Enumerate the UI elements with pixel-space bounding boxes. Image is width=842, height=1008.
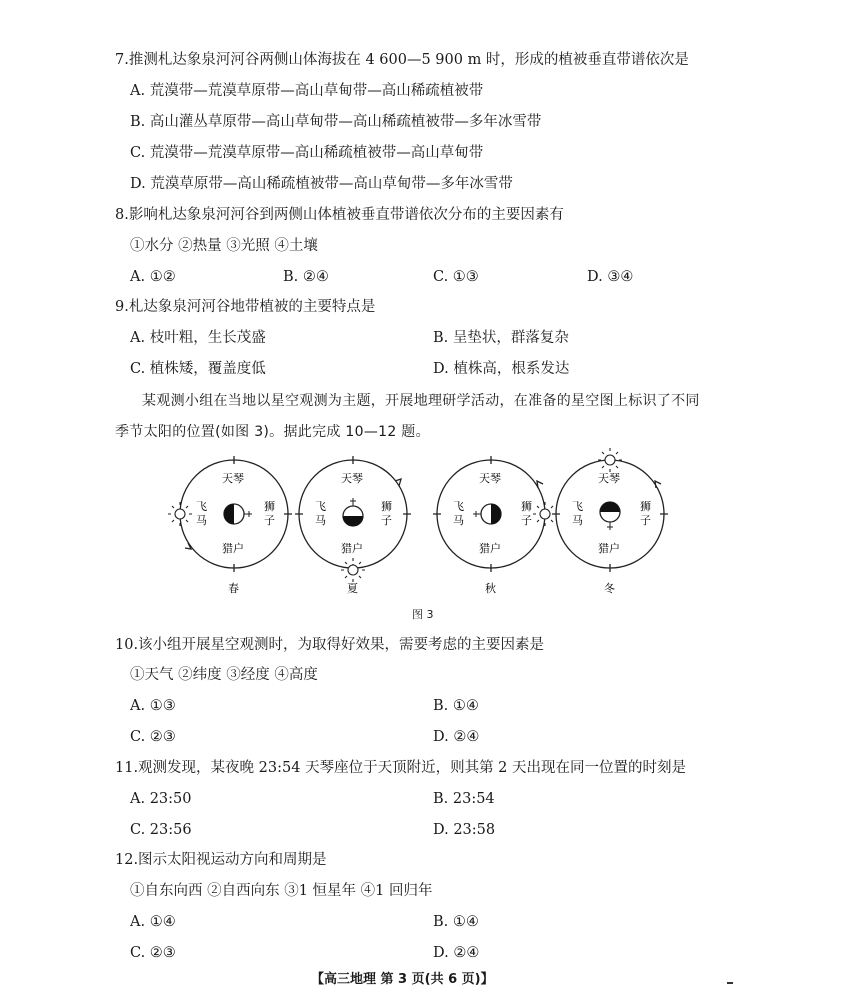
spring-earth-icon xyxy=(224,504,252,524)
intro-line-1: 某观测小组在当地以星空观测为主题，开展地理研学活动，在准备的星空图上标识了不同 xyxy=(142,393,700,409)
season-autumn-label: 秋 xyxy=(485,582,496,595)
intro-line-2: 季节太阳的位置(如图 3)。据此完成 10—12 题。 xyxy=(115,424,430,440)
q10-option-b: B. ①④ xyxy=(433,698,479,714)
lyra-label: 天琴 xyxy=(341,472,363,485)
pegasus-label-2: 马 xyxy=(315,514,326,527)
q10-option-a: A. ①③ xyxy=(130,698,176,714)
figure-3 xyxy=(168,448,688,608)
leo-label-1: 狮 xyxy=(381,500,392,513)
q9-stem: 9.札达象泉河河谷地带植被的主要特点是 xyxy=(115,299,376,315)
summer-earth-icon xyxy=(343,498,363,526)
orion-label: 猎户 xyxy=(341,542,363,555)
q8-stem: 8.影响札达象泉河河谷到两侧山体植被垂直带谱依次分布的主要因素有 xyxy=(115,207,564,223)
leo-label-2: 子 xyxy=(381,514,392,527)
q12-option-d: D. ②④ xyxy=(433,945,480,961)
q8-option-b: B. ②④ xyxy=(283,269,329,285)
pegasus-label-1: 飞 xyxy=(196,500,207,513)
season-spring-label: 春 xyxy=(228,582,239,595)
q10-stem: 10.该小组开展星空观测时，为取得好效果，需要考虑的主要因素是 xyxy=(115,637,545,653)
q7-stem: 7.推测札达象泉河河谷两侧山体海拔在 4 600—5 900 m 时，形成的植被垂直带谱依次是 xyxy=(115,52,689,68)
q7-option-b: B. 高山灌丛草原带—高山草甸带—高山稀疏植被带—多年冰雪带 xyxy=(130,114,542,130)
q10-option-d: D. ②④ xyxy=(433,729,480,745)
q10-factors: ①天气 ②纬度 ③经度 ④高度 xyxy=(130,667,318,683)
leo-label-2: 子 xyxy=(640,514,651,527)
q7-option-a: A. 荒漠带—荒漠草原带—高山草甸带—高山稀疏植被带 xyxy=(130,83,484,99)
leo-label-2: 子 xyxy=(521,514,532,527)
q8-option-a: A. ①② xyxy=(130,269,176,285)
q10-option-c: C. ②③ xyxy=(130,729,176,745)
star-map-diagram xyxy=(168,448,688,608)
corner-mark xyxy=(727,982,733,984)
q12-factors: ①自东向西 ②自西向东 ③1 恒星年 ④1 回归年 xyxy=(130,883,433,899)
pegasus-label-2: 马 xyxy=(196,514,207,527)
autumn-earth-icon xyxy=(473,504,501,524)
season-winter-label: 冬 xyxy=(604,582,615,595)
leo-label-1: 狮 xyxy=(640,500,651,513)
q9-option-b: B. 呈垫状，群落复杂 xyxy=(433,330,569,346)
q8-factors: ①水分 ②热量 ③光照 ④土壤 xyxy=(130,238,318,254)
q12-stem: 12.图示太阳视运动方向和周期是 xyxy=(115,852,327,868)
q12-option-c: C. ②③ xyxy=(130,945,176,961)
winter-earth-icon xyxy=(600,502,620,530)
q8-option-d: D. ③④ xyxy=(587,269,634,285)
lyra-label: 天琴 xyxy=(479,472,501,485)
orion-label: 猎户 xyxy=(479,542,501,555)
q11-option-c: C. 23:56 xyxy=(130,822,192,838)
q9-option-d: D. 植株高，根系发达 xyxy=(433,361,570,377)
lyra-label: 天琴 xyxy=(598,472,620,485)
lyra-label: 天琴 xyxy=(222,472,244,485)
q11-option-b: B. 23:54 xyxy=(433,791,495,807)
pegasus-label-1: 飞 xyxy=(572,500,583,513)
pegasus-label-1: 飞 xyxy=(453,500,464,513)
q8-option-c: C. ①③ xyxy=(433,269,479,285)
q9-option-c: C. 植株矮，覆盖度低 xyxy=(130,361,266,377)
pegasus-label-2: 马 xyxy=(572,514,583,527)
season-summer-label: 夏 xyxy=(347,582,358,595)
q7-option-d: D. 荒漠草原带—高山稀疏植被带—高山草甸带—多年冰雪带 xyxy=(130,176,513,192)
pegasus-label-2: 马 xyxy=(453,514,464,527)
orion-label: 猎户 xyxy=(598,542,620,555)
orion-label: 猎户 xyxy=(222,542,244,555)
q7-option-c: C. 荒漠带—荒漠草原带—高山稀疏植被带—高山草甸带 xyxy=(130,145,484,161)
q11-stem: 11.观测发现，某夜晚 23:54 天琴座位于天顶附近，则其第 2 天出现在同一位置的时刻是 xyxy=(115,760,687,776)
pegasus-label-1: 飞 xyxy=(315,500,326,513)
leo-label-2: 子 xyxy=(264,514,275,527)
q11-option-d: D. 23:58 xyxy=(433,822,496,838)
q11-option-a: A. 23:50 xyxy=(130,791,192,807)
leo-label-1: 狮 xyxy=(521,500,532,513)
summer-sun-icon xyxy=(341,558,365,582)
figure-caption: 图 3 xyxy=(412,608,434,621)
leo-label-1: 狮 xyxy=(264,500,275,513)
q12-option-b: B. ①④ xyxy=(433,914,479,930)
q9-option-a: A. 枝叶粗，生长茂盛 xyxy=(130,330,266,346)
page-footer: 【高三地理 第 3 页(共 6 页)】 xyxy=(311,972,494,987)
q12-option-a: A. ①④ xyxy=(130,914,176,930)
